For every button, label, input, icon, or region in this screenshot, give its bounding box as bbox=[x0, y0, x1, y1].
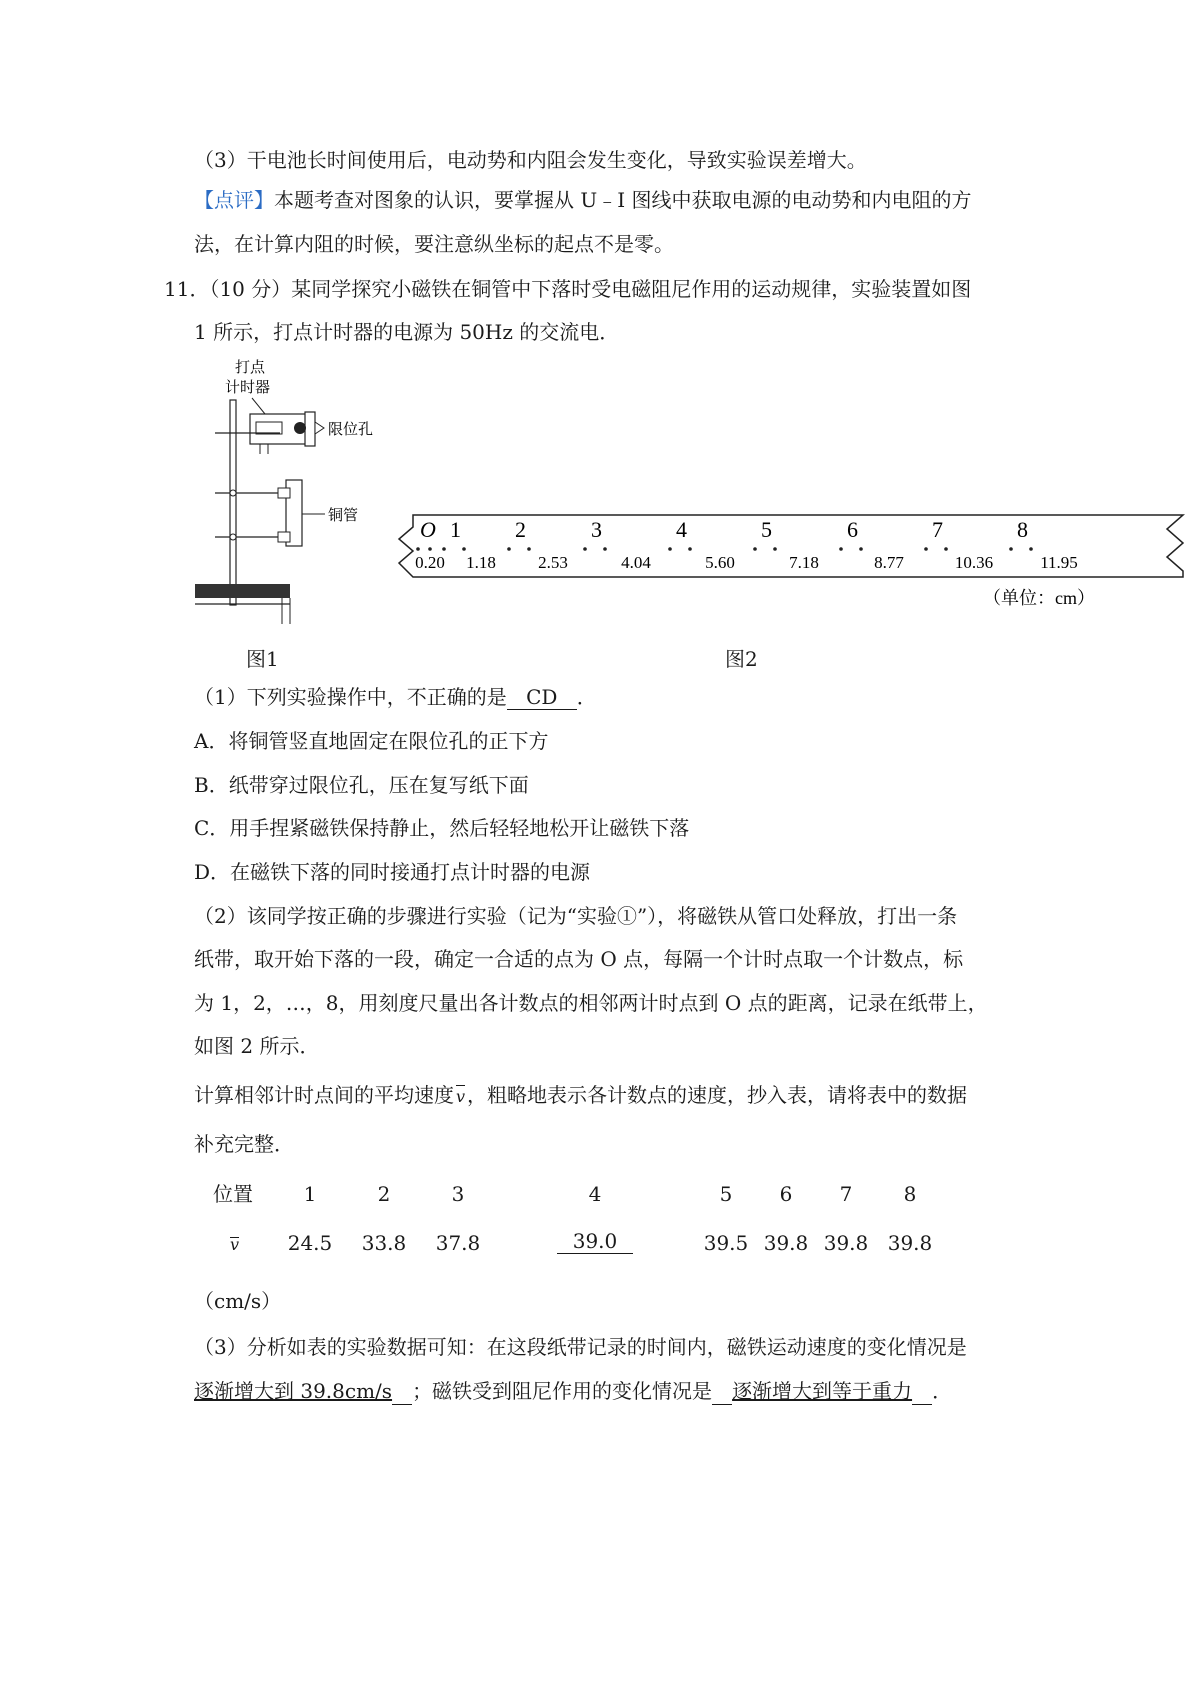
figure-1-apparatus bbox=[190, 352, 400, 642]
part-2-line-1: （2）该同学按正确的步骤进行实验（记为“实验①”），将磁铁从管口处释放，打出一条 bbox=[194, 904, 958, 928]
fig1-label-timer-line1: 打点 bbox=[235, 360, 266, 376]
table-position-cell: 6 bbox=[779, 1182, 793, 1206]
tape-dot bbox=[442, 547, 446, 551]
tape-dot bbox=[688, 547, 692, 551]
part-2-line-3: 为 1，2，…，8，用刻度尺量出各计数点的相邻两计时点到 O 点的距离，记录在纸带上， bbox=[194, 991, 988, 1015]
table-velocity-cell: 39.8 bbox=[887, 1231, 933, 1255]
part-3-end: ． bbox=[932, 1379, 953, 1403]
table-position-cell: 5 bbox=[719, 1182, 733, 1206]
tape-dot bbox=[527, 547, 531, 551]
tape-dot bbox=[583, 547, 587, 551]
review-tag: 【点评】 bbox=[194, 188, 274, 212]
tape-distance: 11.95 bbox=[1040, 553, 1078, 572]
table-header-label: 位置 bbox=[213, 1182, 253, 1206]
tape-distance: 0.20 bbox=[415, 553, 445, 572]
part-2-line-6: 补充完整． bbox=[194, 1132, 294, 1156]
tape-dot bbox=[462, 547, 466, 551]
question-stem: （10 分）某同学探究小磁铁在铜管中下落时受电磁阻尼作用的运动规律，实验装置如图 bbox=[209, 277, 972, 301]
table-velocity-answer: 39.0 bbox=[557, 1229, 633, 1254]
average-velocity-symbol: v bbox=[456, 1087, 466, 1106]
part-1-period: ． bbox=[576, 685, 597, 709]
table-velocity-cell: 37.8 bbox=[435, 1231, 481, 1255]
figure-2-caption: 图2 bbox=[725, 647, 758, 671]
part-2-line-5-text-b: ，粗略地表示各计数点的速度，抄入表，请将表中的数据 bbox=[467, 1083, 968, 1107]
tape-label-3: 3 bbox=[591, 517, 602, 542]
part-1-question bbox=[194, 683, 597, 711]
table-position-cell: 1 bbox=[303, 1182, 317, 1206]
figure-2-paper-tape bbox=[395, 507, 1200, 627]
tape-distance: 2.53 bbox=[538, 553, 568, 572]
fig1-label-hole: 限位孔 bbox=[328, 422, 374, 438]
part-3-answer-1: 逐渐增大到 39.8cm/s bbox=[194, 1379, 393, 1403]
part-3-mid: ；磁铁受到阻尼作用的变化情况是 bbox=[412, 1379, 713, 1403]
option-a: A．将铜管竖直地固定在限位孔的正下方 bbox=[194, 729, 549, 753]
tape-distance: 5.60 bbox=[705, 553, 735, 572]
tape-dot bbox=[1029, 547, 1033, 551]
line-conclusion-3: （3）干电池长时间使用后，电动势和内阻会发生变化，导致实验误差增大。 bbox=[194, 148, 867, 172]
figure-1-caption: 图1 bbox=[246, 647, 279, 671]
part-2-line-5 bbox=[194, 1081, 967, 1111]
question-stem-line-1 bbox=[164, 275, 971, 303]
tape-distance: 8.77 bbox=[874, 553, 904, 572]
part-3-answer-2: 逐渐增大到等于重力 bbox=[732, 1379, 913, 1403]
option-d: D．在磁铁下落的同时接通打点计时器的电源 bbox=[194, 860, 591, 884]
table-position-cell: 8 bbox=[903, 1182, 917, 1206]
review-line bbox=[194, 186, 971, 214]
review-line-2: 法，在计算内阻的时候，要注意纵坐标的起点不是零。 bbox=[194, 232, 674, 256]
tape-label-8: 8 bbox=[1017, 517, 1028, 542]
table-position-cell: 3 bbox=[451, 1182, 465, 1206]
table-position-cell: 7 bbox=[839, 1182, 853, 1206]
table-velocity-cell: 39.8 bbox=[823, 1231, 869, 1255]
part-1-text: （1）下列实验操作中，不正确的是 bbox=[194, 685, 507, 709]
tape-distance: 1.18 bbox=[466, 553, 496, 572]
fig1-label-pipe: 铜管 bbox=[328, 508, 359, 524]
tape-dot bbox=[753, 547, 757, 551]
tape-dot bbox=[839, 547, 843, 551]
part-1-answer: CD bbox=[507, 685, 577, 710]
table-position-cell: 2 bbox=[377, 1182, 391, 1206]
review-text: 本题考查对图象的认识，要掌握从 U﹣I 图线中获取电源的电动势和内电阻的方 bbox=[274, 188, 972, 212]
tape-distance: 10.36 bbox=[954, 553, 994, 572]
question-number: 11． bbox=[164, 277, 210, 301]
tape-dot bbox=[428, 547, 432, 551]
tape-dot bbox=[859, 547, 863, 551]
tape-distance: 7.18 bbox=[789, 553, 819, 572]
fig1-label-timer-line2: 计时器 bbox=[225, 380, 271, 396]
table-unit: （cm/s） bbox=[194, 1289, 282, 1313]
option-b: B．纸带穿过限位孔，压在复写纸下面 bbox=[194, 773, 529, 797]
tape-dot bbox=[507, 547, 511, 551]
question-stem-line-2: 1 所示，打点计时器的电源为 50Hz 的交流电． bbox=[194, 320, 620, 344]
tape-dot bbox=[944, 547, 948, 551]
part-3-line-1: （3）分析如表的实验数据可知：在这段纸带记录的时间内，磁铁运动速度的变化情况是 bbox=[194, 1335, 967, 1359]
tape-dot bbox=[668, 547, 672, 551]
part-2-line-4: 如图 2 所示． bbox=[194, 1034, 320, 1058]
tape-label-7: 7 bbox=[932, 517, 943, 542]
tape-dot bbox=[773, 547, 777, 551]
tape-dot bbox=[416, 547, 420, 551]
tape-dot bbox=[603, 547, 607, 551]
tape-label-O: O bbox=[420, 517, 436, 542]
tape-dot bbox=[1009, 547, 1013, 551]
tape-label-1: 1 bbox=[450, 517, 461, 542]
tape-label-4: 4 bbox=[676, 517, 687, 542]
table-velocity-cell: 39.8 bbox=[763, 1231, 809, 1255]
part-3-line-2 bbox=[194, 1377, 952, 1405]
option-c: C．用手捏紧磁铁保持静止，然后轻轻地松开让磁铁下落 bbox=[194, 816, 690, 840]
part-2-line-2: 纸带，取开始下落的一段，确定一合适的点为 O 点，每隔一个计时点取一个计数点，标 bbox=[194, 947, 964, 971]
part-2-line-5-text: 计算相邻计时点间的平均速度 bbox=[194, 1083, 454, 1107]
table-velocity-cell: 33.8 bbox=[361, 1231, 407, 1255]
tape-label-6: 6 bbox=[847, 517, 858, 542]
table-velocity-cell: 39.5 bbox=[703, 1231, 749, 1255]
table-position-cell: 4 bbox=[588, 1182, 602, 1206]
tape-distance: 4.04 bbox=[621, 553, 651, 572]
tape-label-5: 5 bbox=[761, 517, 772, 542]
table-vbar-label: v bbox=[230, 1235, 240, 1254]
table-velocity-cell: 24.5 bbox=[287, 1231, 333, 1255]
tape-label-2: 2 bbox=[515, 517, 526, 542]
tape-unit-note: （单位：cm） bbox=[983, 588, 1095, 608]
tape-dot bbox=[924, 547, 928, 551]
